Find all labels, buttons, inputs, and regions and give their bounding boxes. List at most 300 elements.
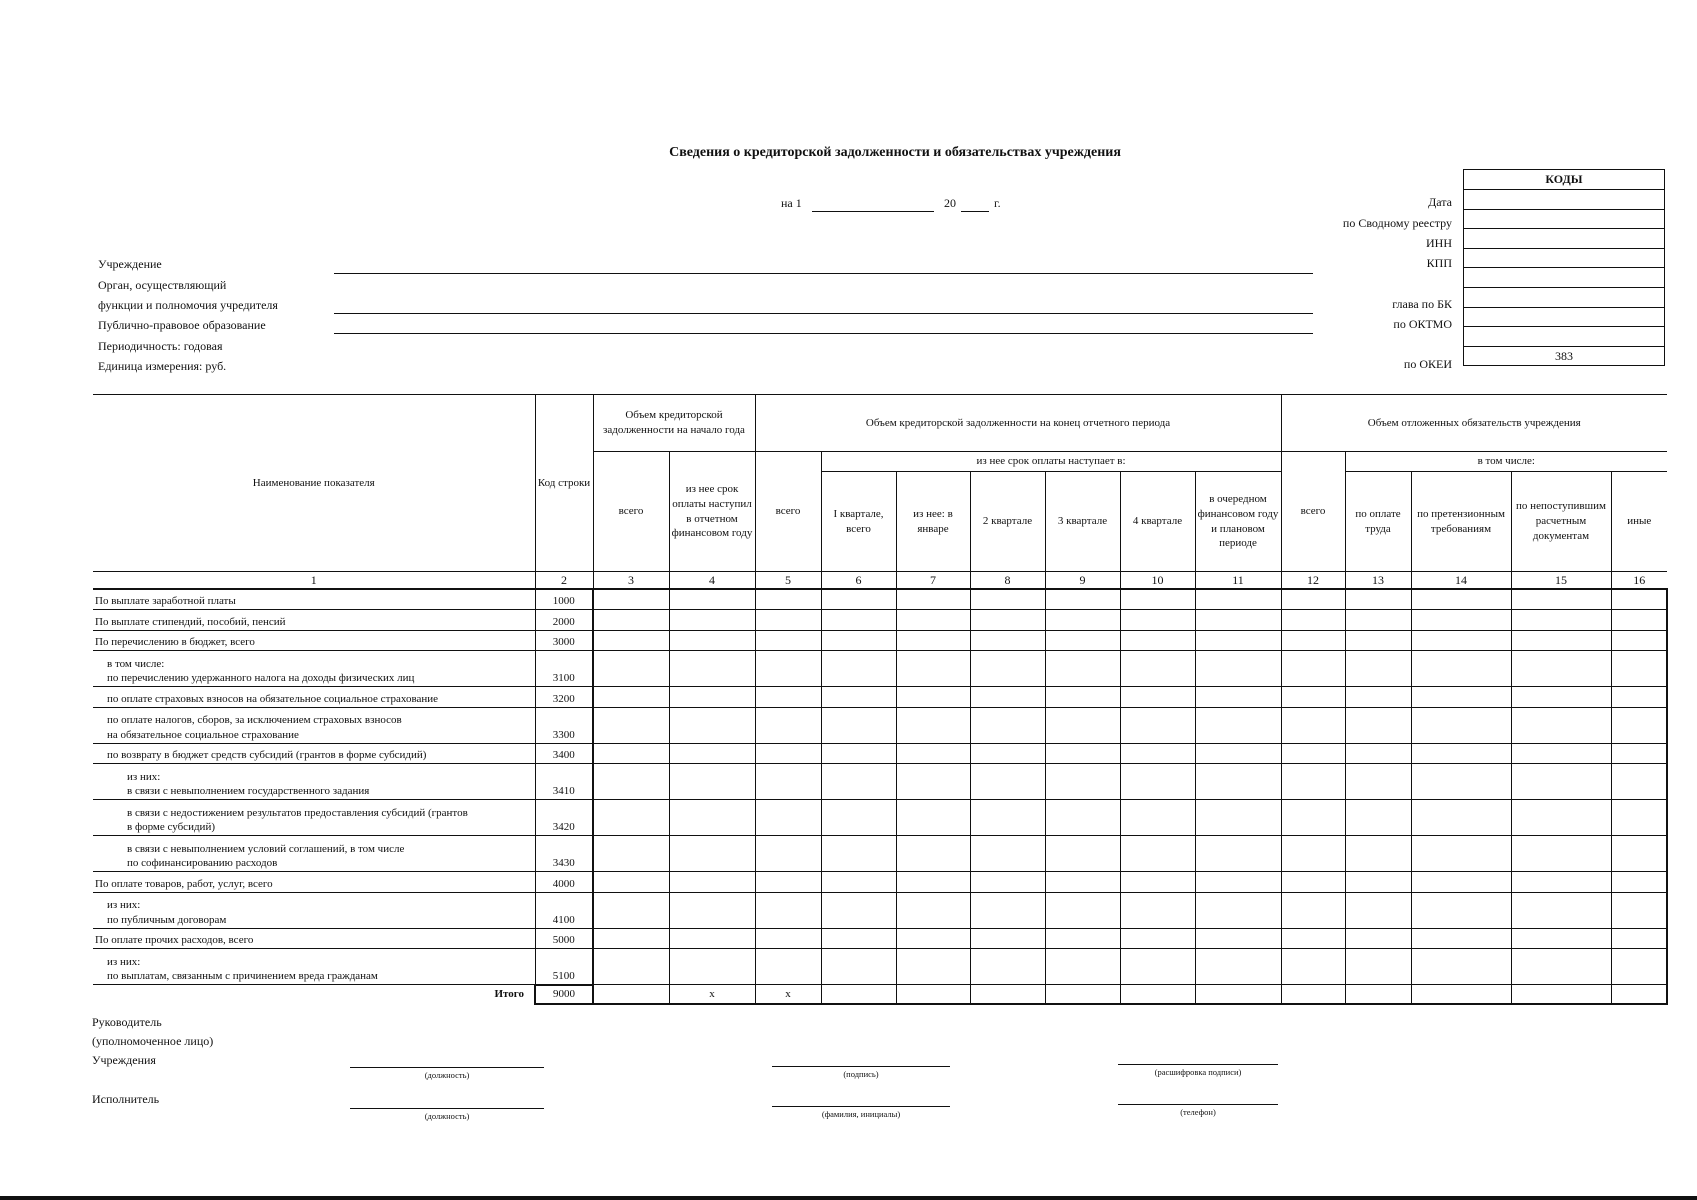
cell-col-13[interactable] [1345, 589, 1411, 610]
codes-table [1463, 169, 1665, 366]
cell-col-3[interactable] [593, 707, 669, 743]
cell-col-9[interactable] [1045, 800, 1120, 836]
col-header-12: всего [1281, 452, 1345, 572]
cell-col-11[interactable] [1195, 743, 1281, 764]
cell-col-3[interactable] [593, 892, 669, 928]
total-cell-col-6[interactable] [821, 985, 896, 1004]
cell-col-9[interactable] [1045, 836, 1120, 872]
cell-col-7[interactable] [896, 928, 970, 949]
cell-col-15[interactable] [1511, 892, 1611, 928]
cell-col-4[interactable] [669, 743, 755, 764]
total-cell-col-11[interactable] [1195, 985, 1281, 1004]
cell-col-4[interactable] [669, 800, 755, 836]
codes-label-registry: по Сводному реестру [1342, 216, 1452, 230]
date-field[interactable] [812, 211, 934, 212]
cell-col-9[interactable] [1045, 872, 1120, 893]
cell-col-4[interactable] [669, 892, 755, 928]
code-blank-2[interactable] [1464, 327, 1665, 347]
row-code: 4000 [535, 872, 593, 893]
column-number: 5 [755, 572, 821, 590]
code-bk[interactable] [1464, 287, 1665, 307]
cell-col-3[interactable] [593, 630, 669, 651]
head-position-field[interactable] [350, 1067, 544, 1068]
total-cell-col-13[interactable] [1345, 985, 1411, 1004]
total-cell-col-15[interactable] [1511, 985, 1611, 1004]
cell-col-13[interactable] [1345, 630, 1411, 651]
table-row [93, 610, 1667, 631]
codes-label-kpp: КПП [1426, 256, 1452, 270]
cell-col-9[interactable] [1045, 687, 1120, 708]
cell-col-9[interactable] [1045, 651, 1120, 687]
table-row [93, 928, 1667, 949]
cell-col-16[interactable] [1611, 687, 1667, 708]
cell-col-4[interactable] [669, 764, 755, 800]
head-signature-field[interactable] [772, 1066, 950, 1067]
cell-col-13[interactable] [1345, 800, 1411, 836]
cell-col-15[interactable] [1511, 687, 1611, 708]
cell-col-12[interactable] [1281, 610, 1345, 631]
cell-col-9[interactable] [1045, 892, 1120, 928]
table-row [93, 949, 1667, 985]
total-cell-col-9[interactable] [1045, 985, 1120, 1004]
cell-col-16[interactable] [1611, 892, 1667, 928]
cell-col-5[interactable] [755, 836, 821, 872]
year-suffix: г. [994, 196, 1001, 210]
cell-col-7[interactable] [896, 651, 970, 687]
cell-col-3[interactable] [593, 743, 669, 764]
cell-col-11[interactable] [1195, 610, 1281, 631]
cell-col-14[interactable] [1411, 610, 1511, 631]
cell-col-6[interactable] [821, 836, 896, 872]
cell-col-5[interactable] [755, 949, 821, 985]
row-code: 5000 [535, 928, 593, 949]
cell-col-13[interactable] [1345, 707, 1411, 743]
cell-col-11[interactable] [1195, 800, 1281, 836]
col-header-code: Код строки [535, 395, 593, 572]
head-decoding-field[interactable] [1118, 1064, 1278, 1065]
cell-col-4[interactable] [669, 707, 755, 743]
cell-col-13[interactable] [1345, 928, 1411, 949]
cell-col-15[interactable] [1511, 651, 1611, 687]
cell-col-3[interactable] [593, 589, 669, 610]
col-header-3: всего [593, 452, 669, 572]
cell-col-15[interactable] [1511, 743, 1611, 764]
column-number: 12 [1281, 572, 1345, 590]
cell-col-8[interactable] [970, 630, 1045, 651]
cell-col-15[interactable] [1511, 707, 1611, 743]
total-cell-col-8[interactable] [970, 985, 1045, 1004]
total-cell-col-7[interactable] [896, 985, 970, 1004]
cell-col-16[interactable] [1611, 928, 1667, 949]
row-name-prefix: в том числе: [107, 657, 165, 670]
cell-col-7[interactable] [896, 743, 970, 764]
cell-col-3[interactable] [593, 949, 669, 985]
cell-col-12[interactable] [1281, 743, 1345, 764]
cell-col-8[interactable] [970, 651, 1045, 687]
cell-col-8[interactable] [970, 687, 1045, 708]
cell-col-16[interactable] [1611, 764, 1667, 800]
total-cell-col-14[interactable] [1411, 985, 1511, 1004]
cell-col-5[interactable] [755, 589, 821, 610]
row-name [93, 630, 535, 651]
cell-col-4[interactable] [669, 589, 755, 610]
cell-col-6[interactable] [821, 610, 896, 631]
col-header-due-in: из нее срок оплаты наступает в: [821, 452, 1281, 472]
col-header-including: в том числе: [1345, 452, 1667, 472]
cell-col-14[interactable] [1411, 707, 1511, 743]
cell-col-14[interactable] [1411, 892, 1511, 928]
cell-col-11[interactable] [1195, 630, 1281, 651]
cell-col-11[interactable] [1195, 764, 1281, 800]
cell-col-14[interactable] [1411, 872, 1511, 893]
cell-col-4[interactable] [669, 836, 755, 872]
cell-col-14[interactable] [1411, 743, 1511, 764]
cell-col-15[interactable] [1511, 589, 1611, 610]
cell-col-11[interactable] [1195, 892, 1281, 928]
cell-col-15[interactable] [1511, 928, 1611, 949]
cell-col-15[interactable] [1511, 872, 1611, 893]
row-code: 3000 [535, 630, 593, 651]
col-header-5: всего [755, 452, 821, 572]
cell-col-5[interactable] [755, 707, 821, 743]
cell-col-5[interactable] [755, 610, 821, 631]
cell-col-14[interactable] [1411, 687, 1511, 708]
cell-col-4[interactable] [669, 687, 755, 708]
report-table [93, 394, 1668, 1005]
cell-col-5[interactable] [755, 743, 821, 764]
cell-col-13[interactable] [1345, 836, 1411, 872]
cell-col-7[interactable] [896, 892, 970, 928]
cell-col-14[interactable] [1411, 764, 1511, 800]
code-oktmo[interactable] [1464, 307, 1665, 327]
cell-col-3[interactable] [593, 836, 669, 872]
cell-col-4[interactable] [669, 610, 755, 631]
cell-col-13[interactable] [1345, 687, 1411, 708]
cell-col-10[interactable] [1120, 651, 1195, 687]
cell-col-9[interactable] [1045, 630, 1120, 651]
meta-institution: Учреждение [98, 257, 162, 271]
row-name-prefix: в связи с недостижением результатов предоставления субсидий (грантов [127, 806, 468, 819]
sig-executor: Исполнитель [92, 1092, 160, 1106]
cell-col-8[interactable] [970, 707, 1045, 743]
cell-col-6[interactable] [821, 892, 896, 928]
cell-col-7[interactable] [896, 800, 970, 836]
cell-col-5[interactable] [755, 687, 821, 708]
cell-col-6[interactable] [821, 743, 896, 764]
cap-head-position: (должность) [424, 1070, 470, 1080]
row-code: 3100 [535, 651, 593, 687]
cell-col-8[interactable] [970, 836, 1045, 872]
cell-col-5[interactable] [755, 630, 821, 651]
cell-col-16[interactable] [1611, 589, 1667, 610]
row-name [93, 687, 535, 708]
cell-col-15[interactable] [1511, 630, 1611, 651]
cell-col-6[interactable] [821, 589, 896, 610]
cell-col-15[interactable] [1511, 800, 1611, 836]
code-date[interactable] [1464, 190, 1665, 210]
total-cell-col-4: x [669, 985, 755, 1004]
cell-col-14[interactable] [1411, 589, 1511, 610]
cell-col-13[interactable] [1345, 651, 1411, 687]
cell-col-12[interactable] [1281, 687, 1345, 708]
cell-col-15[interactable] [1511, 610, 1611, 631]
cell-col-4[interactable] [669, 928, 755, 949]
cell-col-13[interactable] [1345, 872, 1411, 893]
cell-col-16[interactable] [1611, 630, 1667, 651]
cell-col-12[interactable] [1281, 872, 1345, 893]
cell-col-5[interactable] [755, 928, 821, 949]
cell-col-6[interactable] [821, 872, 896, 893]
cell-col-16[interactable] [1611, 743, 1667, 764]
cell-col-10[interactable] [1120, 707, 1195, 743]
cell-col-3[interactable] [593, 610, 669, 631]
cell-col-6[interactable] [821, 630, 896, 651]
cell-col-9[interactable] [1045, 707, 1120, 743]
cell-col-14[interactable] [1411, 928, 1511, 949]
cell-col-10[interactable] [1120, 630, 1195, 651]
cell-col-16[interactable] [1611, 707, 1667, 743]
cell-col-8[interactable] [970, 872, 1045, 893]
total-cell-col-16[interactable] [1611, 985, 1667, 1004]
cell-col-13[interactable] [1345, 610, 1411, 631]
cell-col-14[interactable] [1411, 630, 1511, 651]
cell-col-8[interactable] [970, 589, 1045, 610]
exec-name-field[interactable] [772, 1106, 950, 1107]
cell-col-12[interactable] [1281, 651, 1345, 687]
cell-col-4[interactable] [669, 630, 755, 651]
codes-title: КОДЫ [1464, 170, 1665, 190]
cell-col-15[interactable] [1511, 836, 1611, 872]
cell-col-5[interactable] [755, 872, 821, 893]
row-name-prefix: в связи с невыполнением условий соглашений, в том числе [127, 842, 405, 855]
cell-col-14[interactable] [1411, 800, 1511, 836]
scan-edge [0, 1196, 1697, 1200]
cell-col-9[interactable] [1045, 764, 1120, 800]
row-name-text: по софинансированию расходов [127, 857, 278, 870]
table-row [93, 630, 1667, 651]
table-row [93, 892, 1667, 928]
row-code: 3410 [535, 764, 593, 800]
cell-col-16[interactable] [1611, 872, 1667, 893]
cell-col-12[interactable] [1281, 892, 1345, 928]
cell-col-5[interactable] [755, 800, 821, 836]
cell-col-8[interactable] [970, 928, 1045, 949]
row-name-text: По оплате прочих расходов, всего [95, 934, 254, 947]
cell-col-6[interactable] [821, 928, 896, 949]
cell-col-12[interactable] [1281, 800, 1345, 836]
column-number: 13 [1345, 572, 1411, 590]
code-inn[interactable] [1464, 229, 1665, 249]
cell-col-12[interactable] [1281, 630, 1345, 651]
col-header-7: из нее: в январе [896, 472, 970, 572]
cell-col-9[interactable] [1045, 610, 1120, 631]
cell-col-5[interactable] [755, 892, 821, 928]
row-name [93, 743, 535, 764]
cell-col-9[interactable] [1045, 743, 1120, 764]
cell-col-4[interactable] [669, 651, 755, 687]
cell-col-14[interactable] [1411, 949, 1511, 985]
column-number: 9 [1045, 572, 1120, 590]
cell-col-16[interactable] [1611, 610, 1667, 631]
cell-col-3[interactable] [593, 928, 669, 949]
col-header-end-period: Объем кредиторской задолженности на конец отчетного периода [755, 395, 1281, 452]
col-header-9: 3 квартале [1045, 472, 1120, 572]
cell-col-7[interactable] [896, 610, 970, 631]
cell-col-7[interactable] [896, 687, 970, 708]
codes-label-oktmo: по ОКТМО [1393, 317, 1452, 331]
public-entity-field[interactable] [334, 333, 1313, 334]
cell-col-11[interactable] [1195, 589, 1281, 610]
column-number: 3 [593, 572, 669, 590]
cell-col-10[interactable] [1120, 836, 1195, 872]
cap-exec-name: (фамилия, инициалы) [821, 1109, 901, 1119]
cell-col-6[interactable] [821, 687, 896, 708]
column-number: 10 [1120, 572, 1195, 590]
cell-col-13[interactable] [1345, 949, 1411, 985]
cell-col-9[interactable] [1045, 928, 1120, 949]
cell-col-4[interactable] [669, 872, 755, 893]
cell-col-12[interactable] [1281, 707, 1345, 743]
authority-field[interactable] [334, 313, 1313, 314]
col-header-deferred: Объем отложенных обязательств учреждения [1281, 395, 1667, 452]
cell-col-6[interactable] [821, 651, 896, 687]
cell-col-16[interactable] [1611, 800, 1667, 836]
cell-col-6[interactable] [821, 707, 896, 743]
code-okei: 383 [1464, 346, 1665, 366]
cell-col-10[interactable] [1120, 872, 1195, 893]
sig-head-1: Руководитель [92, 1015, 162, 1029]
cell-col-6[interactable] [821, 764, 896, 800]
page-title: Сведения о кредиторской задолженности и обязательствах учреждения [669, 145, 1121, 160]
cell-col-10[interactable] [1120, 764, 1195, 800]
cell-col-5[interactable] [755, 764, 821, 800]
exec-position-field[interactable] [350, 1108, 544, 1109]
cell-col-10[interactable] [1120, 949, 1195, 985]
row-code: 3400 [535, 743, 593, 764]
cell-col-8[interactable] [970, 892, 1045, 928]
year-field[interactable] [961, 211, 989, 212]
cell-col-10[interactable] [1120, 687, 1195, 708]
cell-col-16[interactable] [1611, 836, 1667, 872]
cell-col-7[interactable] [896, 589, 970, 610]
cell-col-7[interactable] [896, 630, 970, 651]
cell-col-7[interactable] [896, 764, 970, 800]
cell-col-8[interactable] [970, 949, 1045, 985]
code-blank[interactable] [1464, 268, 1665, 288]
cell-col-11[interactable] [1195, 687, 1281, 708]
cell-col-9[interactable] [1045, 589, 1120, 610]
codes-label-date: Дата [1428, 195, 1452, 209]
cell-col-10[interactable] [1120, 928, 1195, 949]
cell-col-14[interactable] [1411, 651, 1511, 687]
cell-col-10[interactable] [1120, 610, 1195, 631]
cell-col-3[interactable] [593, 651, 669, 687]
cell-col-13[interactable] [1345, 764, 1411, 800]
cell-col-10[interactable] [1120, 743, 1195, 764]
cell-col-11[interactable] [1195, 872, 1281, 893]
cell-col-9[interactable] [1045, 949, 1120, 985]
cell-col-8[interactable] [970, 764, 1045, 800]
cell-col-10[interactable] [1120, 892, 1195, 928]
column-number: 2 [535, 572, 593, 590]
cell-col-14[interactable] [1411, 836, 1511, 872]
row-name [93, 589, 535, 610]
cell-col-5[interactable] [755, 651, 821, 687]
row-name-text: по возврату в бюджет средств субсидий (грантов в форме субсидий) [107, 749, 427, 762]
cell-col-11[interactable] [1195, 836, 1281, 872]
cell-col-10[interactable] [1120, 800, 1195, 836]
cell-col-15[interactable] [1511, 764, 1611, 800]
cell-col-10[interactable] [1120, 589, 1195, 610]
total-cell-col-10[interactable] [1120, 985, 1195, 1004]
cell-col-3[interactable] [593, 800, 669, 836]
cell-col-12[interactable] [1281, 836, 1345, 872]
cell-col-11[interactable] [1195, 707, 1281, 743]
cell-col-3[interactable] [593, 872, 669, 893]
row-name [93, 892, 535, 928]
row-name [93, 800, 535, 836]
exec-phone-field[interactable] [1118, 1104, 1278, 1105]
code-registry[interactable] [1464, 209, 1665, 229]
cell-col-13[interactable] [1345, 743, 1411, 764]
cell-col-7[interactable] [896, 707, 970, 743]
cell-col-12[interactable] [1281, 764, 1345, 800]
cell-col-12[interactable] [1281, 949, 1345, 985]
column-number: 11 [1195, 572, 1281, 590]
cap-head-decoding: (расшифровка подписи) [1154, 1067, 1242, 1077]
cap-exec-position: (должность) [424, 1111, 470, 1121]
cell-col-12[interactable] [1281, 589, 1345, 610]
cap-head-signature: (подпись) [843, 1069, 879, 1079]
institution-field[interactable] [334, 273, 1313, 274]
cell-col-11[interactable] [1195, 949, 1281, 985]
row-code: 1000 [535, 589, 593, 610]
cell-col-16[interactable] [1611, 651, 1667, 687]
cell-col-4[interactable] [669, 949, 755, 985]
cell-col-6[interactable] [821, 949, 896, 985]
total-cell-col-3[interactable] [593, 985, 669, 1004]
cell-col-11[interactable] [1195, 928, 1281, 949]
row-name-text: по перечислению удержанного налога на доходы физических лиц [107, 672, 415, 685]
column-number: 14 [1411, 572, 1511, 590]
cell-col-16[interactable] [1611, 949, 1667, 985]
cell-col-12[interactable] [1281, 928, 1345, 949]
meta-authority-2: функции и полномочия учредителя [98, 298, 278, 312]
cell-col-7[interactable] [896, 872, 970, 893]
col-header-4: из нее срок оплаты наступил в отчетном финансовом году [669, 452, 755, 572]
cell-col-8[interactable] [970, 743, 1045, 764]
row-name-prefix: из них: [107, 955, 141, 968]
total-cell-col-12[interactable] [1281, 985, 1345, 1004]
cell-col-7[interactable] [896, 949, 970, 985]
col-header-8: 2 квартале [970, 472, 1045, 572]
cell-col-8[interactable] [970, 800, 1045, 836]
cell-col-11[interactable] [1195, 651, 1281, 687]
cell-col-13[interactable] [1345, 892, 1411, 928]
cell-col-7[interactable] [896, 836, 970, 872]
cell-col-3[interactable] [593, 687, 669, 708]
code-kpp[interactable] [1464, 248, 1665, 268]
column-number: 7 [896, 572, 970, 590]
cell-col-8[interactable] [970, 610, 1045, 631]
cell-col-3[interactable] [593, 764, 669, 800]
col-header-6: I квартале, всего [821, 472, 896, 572]
cell-col-6[interactable] [821, 800, 896, 836]
codes-label-okei: по ОКЕИ [1403, 357, 1452, 371]
meta-unit: Единица измерения: руб. [98, 359, 227, 373]
cell-col-15[interactable] [1511, 949, 1611, 985]
table-row [93, 764, 1667, 800]
